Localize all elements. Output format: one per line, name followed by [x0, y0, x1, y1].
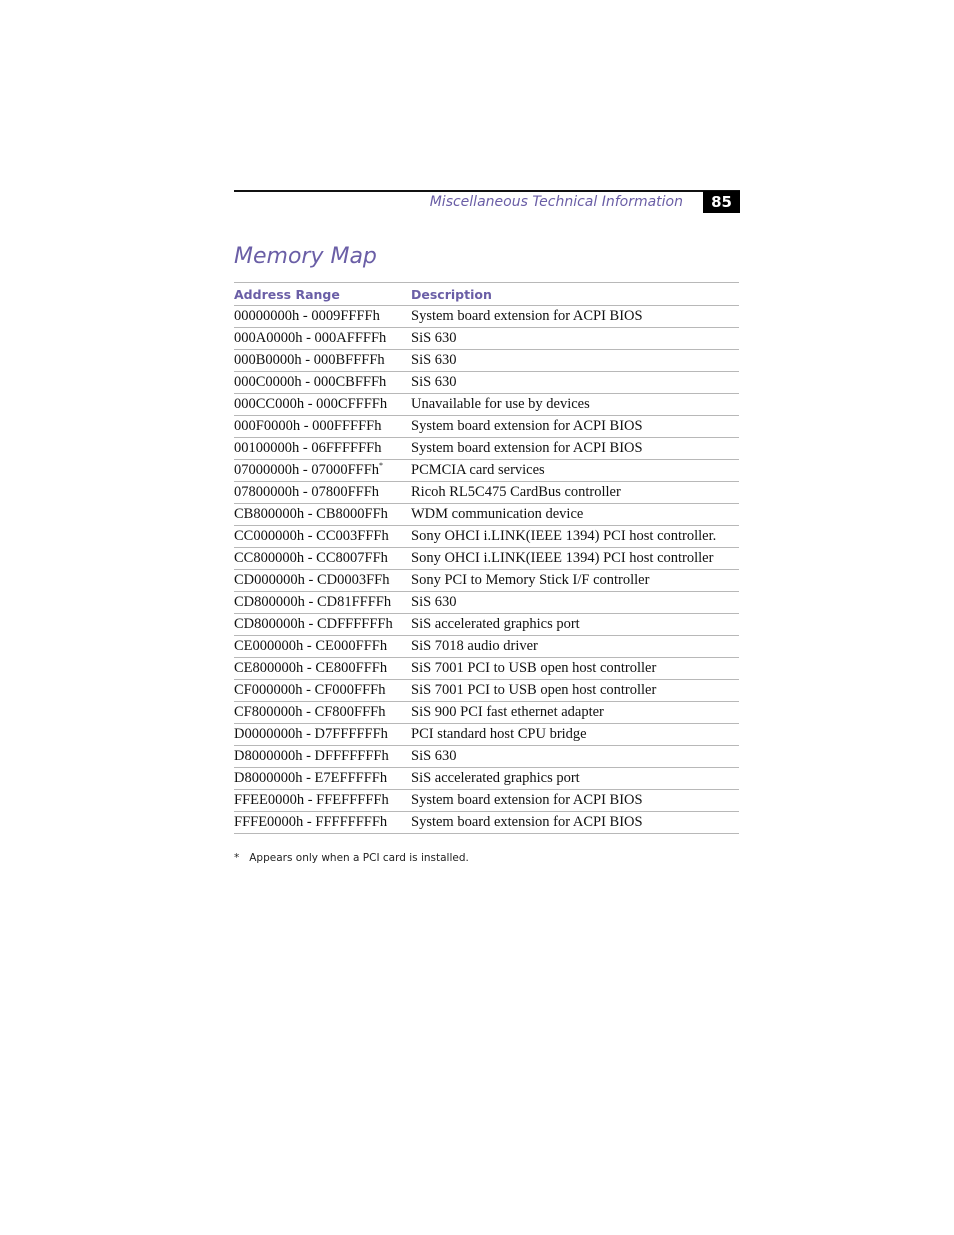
footnote [234, 852, 469, 864]
memory-map-table [234, 282, 739, 834]
address-range-text: FFEE0000h - FFEFFFFFh [234, 792, 389, 808]
address-range-cell [234, 548, 411, 570]
address-range-text: CC800000h - CC8007FFh [234, 550, 388, 566]
address-range-cell [234, 614, 411, 636]
description-cell: System board extension for ACPI BIOS [411, 812, 739, 834]
page-number: 85 [703, 191, 740, 213]
description-cell: Sony OHCI i.LINK(IEEE 1394) PCI host controller. [411, 526, 739, 548]
table-row [234, 724, 739, 746]
address-range-text: 07000000h - 07000FFFh [234, 462, 380, 478]
description-cell: SiS 7001 PCI to USB open host controller [411, 680, 739, 702]
table-row [234, 548, 739, 570]
address-range-cell [234, 460, 411, 482]
description-cell: SiS 630 [411, 746, 739, 768]
table-header-row [234, 283, 739, 306]
footnote-mark: * [234, 852, 240, 864]
description-cell: Sony PCI to Memory Stick I/F controller [411, 570, 739, 592]
table-row [234, 812, 739, 834]
address-range-text: 000F0000h - 000FFFFFh [234, 418, 382, 434]
address-range-text: 00000000h - 0009FFFFh [234, 308, 380, 324]
address-range-text: 000A0000h - 000AFFFFh [234, 330, 387, 346]
table-row [234, 592, 739, 614]
description-cell: SiS 7001 PCI to USB open host controller [411, 658, 739, 680]
description-cell: System board extension for ACPI BIOS [411, 306, 739, 328]
description-cell: System board extension for ACPI BIOS [411, 438, 739, 460]
table-row [234, 372, 739, 394]
table-row [234, 702, 739, 724]
address-range-cell [234, 394, 411, 416]
description-cell: SiS 630 [411, 350, 739, 372]
address-range-cell [234, 372, 411, 394]
address-range-text: D8000000h - E7EFFFFFh [234, 770, 388, 786]
address-range-cell [234, 636, 411, 658]
address-range-text: CF800000h - CF800FFFh [234, 704, 386, 720]
table-row [234, 746, 739, 768]
footnote-reference: * [379, 461, 384, 470]
address-range-cell [234, 746, 411, 768]
description-cell: System board extension for ACPI BIOS [411, 790, 739, 812]
address-range-text: 000C0000h - 000CBFFFh [234, 374, 387, 390]
table-row [234, 614, 739, 636]
description-cell: SiS 630 [411, 592, 739, 614]
address-range-text: CE000000h - CE000FFFh [234, 638, 388, 654]
table-row [234, 350, 739, 372]
column-header-address: Address Range [234, 283, 411, 306]
address-range-text: 07800000h - 07800FFFh [234, 484, 380, 500]
table-row [234, 768, 739, 790]
table-row [234, 504, 739, 526]
address-range-text: CE800000h - CE800FFFh [234, 660, 388, 676]
address-range-cell [234, 504, 411, 526]
description-cell: Ricoh RL5C475 CardBus controller [411, 482, 739, 504]
address-range-cell [234, 592, 411, 614]
address-range-cell [234, 680, 411, 702]
address-range-text: 000CC000h - 000CFFFFh [234, 396, 388, 412]
address-range-cell [234, 724, 411, 746]
address-range-text: CB800000h - CB8000FFh [234, 506, 388, 522]
address-range-cell [234, 570, 411, 592]
table-row [234, 306, 739, 328]
address-range-cell [234, 526, 411, 548]
column-header-description: Description [411, 283, 739, 306]
header-rule [234, 190, 740, 192]
description-cell: SiS 7018 audio driver [411, 636, 739, 658]
address-range-text: CC000000h - CC003FFFh [234, 528, 389, 544]
description-cell: SiS accelerated graphics port [411, 768, 739, 790]
table-row [234, 416, 739, 438]
address-range-text: CD000000h - CD0003FFh [234, 572, 390, 588]
description-cell: SiS 900 PCI fast ethernet adapter [411, 702, 739, 724]
table-row [234, 526, 739, 548]
description-cell: Unavailable for use by devices [411, 394, 739, 416]
address-range-cell [234, 350, 411, 372]
address-range-cell [234, 328, 411, 350]
description-cell: SiS accelerated graphics port [411, 614, 739, 636]
table-row [234, 482, 739, 504]
table-row [234, 570, 739, 592]
running-title: Miscellaneous Technical Information [429, 194, 683, 210]
description-cell: WDM communication device [411, 504, 739, 526]
table-row [234, 394, 739, 416]
address-range-text: CD800000h - CD81FFFFh [234, 594, 392, 610]
description-cell: System board extension for ACPI BIOS [411, 416, 739, 438]
address-range-cell [234, 416, 411, 438]
table-row [234, 636, 739, 658]
address-range-cell [234, 702, 411, 724]
description-cell: SiS 630 [411, 372, 739, 394]
address-range-text: 000B0000h - 000BFFFFh [234, 352, 385, 368]
address-range-cell [234, 306, 411, 328]
address-range-text: D8000000h - DFFFFFFFh [234, 748, 389, 764]
description-cell: Sony OHCI i.LINK(IEEE 1394) PCI host controller [411, 548, 739, 570]
table-row [234, 790, 739, 812]
description-cell: PCMCIA card services [411, 460, 739, 482]
table-row [234, 328, 739, 350]
address-range-cell [234, 812, 411, 834]
address-range-cell [234, 790, 411, 812]
address-range-cell [234, 658, 411, 680]
address-range-cell [234, 768, 411, 790]
table-body [234, 306, 739, 834]
address-range-text: 00100000h - 06FFFFFFh [234, 440, 382, 456]
table-row [234, 658, 739, 680]
description-cell: SiS 630 [411, 328, 739, 350]
table-row [234, 460, 739, 482]
address-range-text: CF000000h - CF000FFFh [234, 682, 386, 698]
address-range-text: CD800000h - CDFFFFFFh [234, 616, 393, 632]
section-title: Memory Map [234, 244, 377, 269]
footnote-text: Appears only when a PCI card is installed. [249, 852, 469, 864]
table-row [234, 680, 739, 702]
address-range-cell [234, 438, 411, 460]
address-range-cell [234, 482, 411, 504]
address-range-text: D0000000h - D7FFFFFFh [234, 726, 388, 742]
table-row [234, 438, 739, 460]
description-cell: PCI standard host CPU bridge [411, 724, 739, 746]
address-range-text: FFFE0000h - FFFFFFFFh [234, 814, 388, 830]
